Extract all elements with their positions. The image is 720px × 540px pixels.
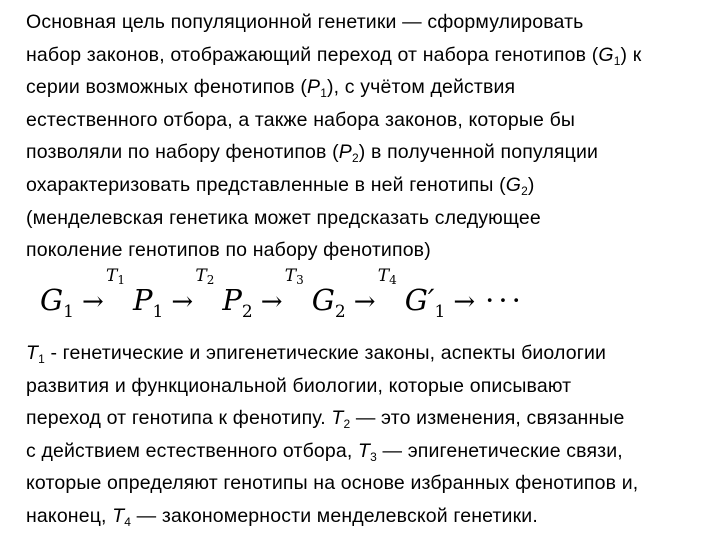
text-line: которые определяют генотипы на основе избранных фенотипов и,	[26, 472, 639, 495]
math-subscript: 2	[351, 151, 359, 166]
math-variable: T	[112, 504, 125, 527]
arrow-icon: → T1	[82, 266, 125, 317]
text-fragment: серии возможных фенотипов (	[26, 76, 308, 99]
ellipsis: ···	[485, 283, 525, 317]
text-fragment: позволяли по набору фенотипов (	[26, 141, 339, 164]
text-line: развития и функциональной биологии, которые описывают	[26, 374, 572, 397]
math-variable: G	[598, 43, 614, 66]
arrow-label: T4	[377, 266, 397, 287]
formula-term: $G'_1$	[404, 283, 446, 322]
text-line	[26, 402, 712, 435]
math-variable: T	[358, 439, 371, 462]
text-fragment: ) к	[620, 43, 642, 66]
text-line	[26, 71, 712, 104]
arrow-label: T2	[195, 266, 215, 287]
paragraph-population-genetics-goal	[26, 6, 712, 267]
arrow-label: T1	[106, 266, 125, 287]
text-line	[26, 500, 712, 533]
text-fragment: - генетические и эпигенетические законы, аспекты биологии	[44, 342, 607, 364]
math-subscript: 3	[370, 449, 377, 464]
arrow-icon: → T3	[260, 266, 304, 317]
text-line	[26, 435, 712, 468]
arrow-icon: → T4	[353, 266, 397, 317]
text-fragment: )	[527, 173, 535, 196]
text-line	[26, 39, 712, 72]
text-fragment: ), с учётом действия	[327, 76, 516, 99]
text-fragment: наконец,	[26, 504, 113, 527]
text-line	[26, 337, 712, 370]
text-line	[26, 169, 712, 202]
text-fragment: — закономерности менделевской генетики.	[131, 504, 538, 527]
text-line: (менделевская генетика может предсказать следующее	[26, 206, 541, 229]
math-subscript: 1	[613, 53, 621, 68]
arrow-icon: →	[453, 287, 476, 317]
math-subscript: 2	[521, 183, 528, 198]
arrow-icon: → T2	[171, 266, 215, 317]
text-fragment: переход от генотипа к фенотипу.	[26, 407, 332, 430]
math-variable: T	[26, 342, 39, 364]
formula-term: $G_2$	[311, 283, 346, 322]
text-fragment: ) в полученной популяции	[358, 141, 599, 164]
math-variable: T	[331, 407, 344, 430]
formula-term: $P_1$	[133, 283, 164, 322]
text-fragment: — это изменения, связанные	[350, 407, 625, 430]
text-fragment: охарактеризовать представленные в ней генотипы (	[26, 173, 506, 196]
math-variable: P	[338, 141, 352, 164]
text-line: Основная цель популяционной генетики — сформулировать	[26, 11, 584, 33]
arrow-label: T3	[284, 266, 304, 287]
formula-term: $P_2$	[222, 283, 253, 322]
text-line: поколение генотипов по набору фенотипов)	[26, 239, 431, 262]
text-line	[26, 136, 712, 169]
transition-formula	[40, 266, 600, 322]
math-subscript: 2	[343, 417, 351, 432]
text-line: естественного отбора, а также набора законов, которые бы	[26, 108, 576, 131]
text-fragment: с действием естественного отбора,	[26, 439, 359, 462]
math-variable: P	[307, 76, 321, 99]
math-subscript: 1	[320, 86, 328, 101]
text-fragment: — эпигенетические связи,	[376, 439, 623, 462]
math-variable: G	[505, 173, 522, 196]
math-subscript: 1	[38, 352, 45, 366]
paragraph-t-definitions	[26, 337, 712, 533]
math-subscript: 4	[124, 514, 132, 529]
text-fragment: набор законов, отображающий переход от набора генотипов (	[26, 43, 599, 66]
formula-term: $G_1$	[40, 283, 74, 322]
